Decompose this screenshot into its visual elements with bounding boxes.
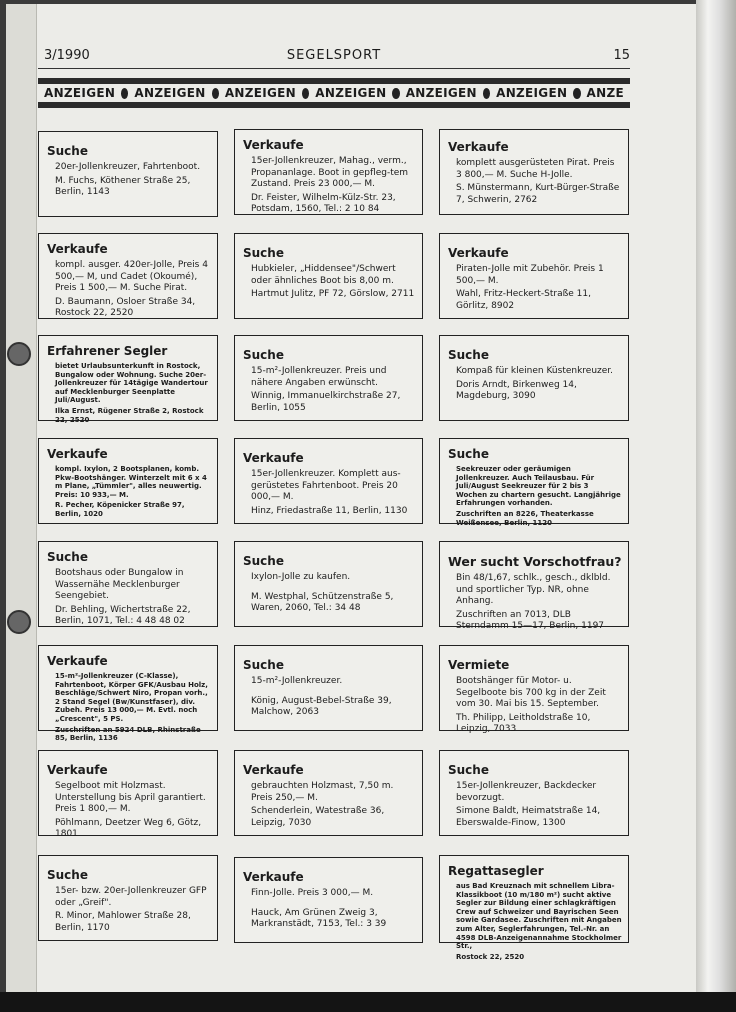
ad-heading: Verkaufe [448,140,509,154]
scan-border [0,992,736,1012]
classified-ad [439,541,629,632]
bullet-icon [302,88,309,99]
ad-body: Kompaß für kleinen Küstenkreuzer. [456,366,614,377]
ad-body: 15-m²-Jollenkreuzer. [251,676,343,687]
ad-heading: Wer sucht Vorschotfrau? [448,554,622,569]
ad-heading: Suche [448,348,489,362]
ad-contact: Ilka Ernst, Rügener Straße 2, Rostock 22, 2520 [55,407,204,424]
ad-body: Hubkieler, „Hiddensee"/Schwert oder ähnliches Boot bis 8,00 m. [251,264,396,286]
ad-contact: Pöhlmann, Deetzer Weg 6, Götz, 1801 [55,817,202,840]
classified-ad [439,645,629,735]
ad-body: kompl. Ixylon, 2 Bootsplanen, komb. Pkw-Bootshänger. Winterzelt mit 6 x 4 m Plane, „Tümmler", alles neuwertig. Preis: 10 933,— M. [55,465,207,499]
ad-contact: Hauck, Am Grünen Zweig 3, Markranstädt, 7153, Tel.: 3 39 [251,907,387,930]
ad-body: 15er- bzw. 20er-Jollenkreuzer GFP oder „Greif". [55,886,207,908]
classified-ad [38,750,218,840]
banner-word: ANZEIGEN [44,86,116,100]
ad-contact: Doris Arndt, Birkenweg 14, Magdeburg, 3090 [456,379,577,402]
ad-contact: S. Münstermann, Kurt-Bürger-Straße 7, Schwerin, 2762 [456,183,620,205]
banner-word: ANZEIGEN [134,86,206,100]
ad-contact: M. Westphal, Schützenstraße 5, Waren, 2060, Tel.: 34 48 [251,591,394,614]
classified-ad [439,129,629,215]
classified-ad [234,857,423,943]
ad-heading: Suche [448,763,489,777]
ad-body: 15-m²-Jollenkreuzer. Preis und nähere Angaben erwünscht. [251,366,387,388]
ad-contact: Zuschriften an 8226, Theaterkasse Weißensee, Berlin, 1120 [456,510,594,527]
classified-ad [234,541,423,627]
classified-ad [38,645,218,743]
ad-heading: Verkaufe [243,451,304,465]
ad-body: Piraten-Jolle mit Zubehör. Preis 1 500,— M. [456,264,604,286]
classified-ad [234,645,423,731]
ad-contact: Winnig, Immanuelkirchstraße 27, Berlin, 1055 [251,391,401,413]
ad-heading: Verkaufe [243,763,304,777]
ad-heading: Suche [243,658,284,672]
ad-body: kompl. ausger. 420er-Jolle, Preis 4 500,— M, und Cadet (Okoumé), Preis 1 500,— M. Suche Pirat. [55,260,208,294]
ad-contact: M. Fuchs, Köthener Straße 25, Berlin, 1143 [55,175,191,198]
ad-heading: Regattasegler [448,864,544,878]
classified-ad [38,438,218,524]
ad-heading: Verkaufe [47,447,108,461]
ad-body: 15er-Jollenkreuzer, Mahag., verm., Propananlage. Boot in gepfleg-tem Zustand. Preis 23 000,— M. [251,156,409,190]
ad-contact: Zuschriften an 5924 DLB, Rhinstraße 85, Berlin, 1136 [55,725,201,743]
ad-contact: König, August-Bebel-Straße 39, Malchow, 2063 [251,695,392,718]
ad-heading: Verkaufe [243,138,304,152]
banner-word: ANZEIGEN [224,86,297,100]
classified-ad [439,233,629,319]
ad-contact: Dr. Behling, Wichertstraße 22, Berlin, 1071, Tel.: 4 48 48 02 [55,604,191,627]
classified-ad [439,750,629,836]
issue-number: 3/1990 [44,48,90,63]
ad-heading: Verkaufe [47,654,108,668]
ad-body: 20er-Jollenkreuzer, Fahrtenboot. [55,162,201,173]
banner-word: ANZE [586,86,624,100]
ad-body: komplett ausgerüsteten Pirat. Preis 3 800,— M. Suche H-Jolle. [456,158,615,180]
classified-ad [38,335,218,424]
book-edge [696,0,736,1012]
classified-ad [439,335,629,421]
ad-body: Segelboot mit Holzmast. Unterstellung bis April garantiert. Preis 1 800,— M. [55,781,206,815]
classified-ad [234,750,423,836]
ad-body: 15-m²-Jollenkreuzer (C-Klasse), Fahrtenboot, Körper GFK/Ausbau Holz, Beschläge/Schwert Niro, Propan vorh., 2 Stand Segel (Bw/Kunstfaser), div. Zubeh. Preis 13 000,— M. Evtl. noch „Crescent", 5 PS. [55,672,208,724]
classified-ad [38,233,218,319]
ad-body: gebrauchten Holzmast, 7,50 m. Preis 250,— M. [251,781,394,803]
ad-heading: Suche [448,447,489,461]
binding-hole-icon [7,342,31,366]
ad-body: 15er-Jollenkreuzer. Komplett aus-gerüstetes Fahrtenboot. Preis 20 000,— M. [251,469,401,503]
ads-banner [38,78,630,108]
classified-ad [38,541,218,627]
ad-body: aus Bad Kreuznach mit schnellem Libra-Klassikboot (10 m/180 m²) sucht aktive Segler zur Bildung einer schlagkräftigen Crew auf Schweizer und Bayrischen Seen sowie Gardasee. Zuschriften mit Angaben zum Alter, Seglerfahrungen, Tel.-Nr. an 4598 DLB-Anzeigenannahme Stockholmer Str., [456,882,622,951]
ad-heading: Suche [243,554,284,568]
ad-contact: R. Minor, Mahlower Straße 28, Berlin, 1170 [55,911,191,933]
ad-contact: Th. Philipp, Leitholdstraße 10, Leipzig, 7033 [456,712,591,735]
classified-ad [234,129,423,215]
page-header [38,46,630,69]
ad-body: Bin 48/1,67, schlk., gesch., dklbld. und sportlicher Typ. NR, ohne Anhang. [456,573,611,607]
ad-contact: Wahl, Fritz-Heckert-Straße 11, Görlitz, 8902 [456,289,591,311]
ad-body: bietet Urlaubsunterkunft in Rostock, Bungalow oder Wohnung. Suche 20er-Jollenkreuzer für 14tägige Wandertour auf Mecklenburger Seenplatte Juli/August. [55,362,208,405]
ad-body: Finn-Jolle. Preis 3 000,— M. [251,888,374,899]
ad-contact: Rostock 22, 2520 [456,952,525,961]
bullet-icon [392,88,399,99]
ad-heading: Verkaufe [47,242,108,256]
ad-contact: Hartmut Julitz, PF 72, Görslow, 2711 [251,289,415,300]
binding-hole-icon [7,610,31,634]
ad-heading: Verkaufe [47,763,108,777]
bullet-icon [573,88,580,99]
ad-body: Seekreuzer oder geräumigen Jollenkreuzer. Auch Teilausbau. Für Juli/August Seekreuzer für 2 bis 3 Wochen zu chartern gesucht. Langjährige Erfahrungen vorhanden. [456,465,621,508]
ad-heading: Verkaufe [448,246,509,260]
ad-heading: Suche [47,550,88,564]
bullet-icon [483,88,490,99]
ad-body: 15er-Jollenkreuzer, Backdecker bevorzugt. [456,781,597,803]
bullet-icon [121,88,128,99]
ad-heading: Suche [243,348,284,362]
ad-contact: D. Baumann, Osloer Straße 34, Rostock 22, 2520 [55,296,196,319]
ad-heading: Verkaufe [243,870,304,884]
ad-heading: Erfahrener Segler [47,344,168,358]
banner-word: ANZEIGEN [315,86,387,100]
ad-contact: Schenderlein, Watestraße 36, Leipzig, 7030 [251,806,385,828]
ad-contact: Dr. Feister, Wilhelm-Külz-Str. 23, Potsdam, 1560, Tel.: 2 10 84 [251,192,396,215]
ad-contact: R. Pecher, Köpenicker Straße 97, Berlin, 1020 [55,501,185,519]
ad-body: Bootshänger für Motor- u. Segelboote bis 700 kg in der Zeit vom 30. Mai bis 15. September. [456,676,606,710]
classified-ad [439,855,629,961]
classified-ad [234,233,423,319]
page-number: 15 [613,48,630,63]
classified-ad [234,438,423,524]
ad-heading: Suche [47,144,88,158]
ad-heading: Suche [243,246,284,260]
page-spine [6,4,37,992]
ad-contact: Simone Baldt, Heimatstraße 14, Eberswalde-Finow, 1300 [456,806,601,828]
classified-ad [234,335,423,421]
ad-heading: Suche [47,868,88,882]
banner-word: ANZEIGEN [405,86,477,100]
bullet-icon [212,88,219,99]
ad-body: Ixylon-Jolle zu kaufen. [251,572,351,583]
banner-word: ANZEIGEN [496,86,568,100]
ad-contact: Hinz, Friedastraße 11, Berlin, 1130 [251,505,408,516]
classified-ad [38,131,218,217]
classified-ad [439,438,629,527]
ad-contact: Zuschriften an 7013, DLB Sterndamm 15—17, Berlin, 1197 [456,609,605,632]
classified-ad [38,855,218,941]
ad-body: Bootshaus oder Bungalow in Wassernähe Mecklenburger Seengebiet. [55,568,184,602]
ad-heading: Vermiete [448,658,510,672]
magazine-title: SEGELSPORT [286,48,382,63]
